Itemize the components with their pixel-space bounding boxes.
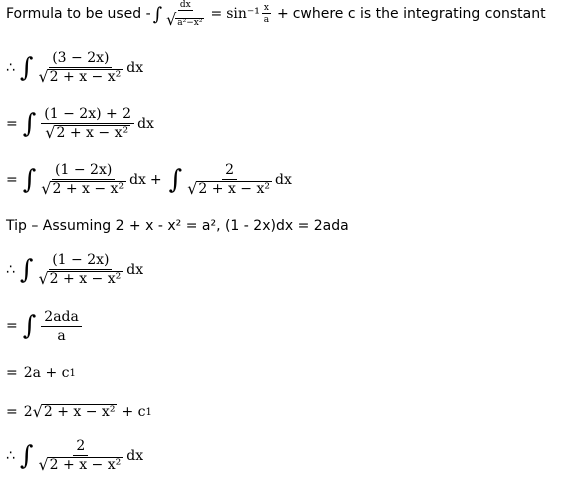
equals-prefix: = <box>6 172 18 188</box>
step-5-denominator: a <box>57 327 66 344</box>
step-3-dx-a: dx <box>129 172 146 188</box>
step-3-numerator-b: 2 <box>222 162 237 180</box>
subscript: 1 <box>69 367 76 379</box>
integral-sign: ∫ <box>152 3 163 25</box>
step-2-radicand: 2 + x − x² <box>56 125 129 142</box>
constant-c: c <box>292 6 301 22</box>
step-8-dx: dx <box>126 448 144 464</box>
step-3 <box>6 152 292 208</box>
formula-denominator: √ a²−x² <box>166 10 203 29</box>
integral-sign: ∫ <box>22 311 37 341</box>
step-6 <box>6 360 76 386</box>
step-3-fraction-b <box>187 162 272 198</box>
step-7-radicand: 2 + x − x² <box>43 404 116 421</box>
step-7 <box>6 398 152 426</box>
arcsin-argument <box>262 3 271 25</box>
step-2-denominator: √ 2 + x − x² <box>45 123 129 142</box>
formula-description: where c is the integrating constant <box>300 6 546 22</box>
therefore-symbol: ∴ <box>6 60 15 76</box>
step-8-denominator: √ 2 + x − x² <box>38 455 122 474</box>
step-1-fraction <box>38 50 123 86</box>
formula-fraction <box>166 0 204 28</box>
step-7-sqrt: √ 2 + x − x² <box>32 402 116 421</box>
step-5-numerator: 2ada <box>41 309 82 327</box>
arg-denominator: a <box>263 15 270 25</box>
step-8-radicand: 2 + x − x² <box>49 457 122 474</box>
equals-prefix: = <box>6 365 18 381</box>
subscript: 1 <box>145 406 152 418</box>
integral-sign: ∫ <box>19 255 34 285</box>
step-8 <box>6 430 143 482</box>
step-3-numerator-a: (1 − 2x) <box>52 162 115 180</box>
step-3-denominator-b: √ 2 + x − x² <box>187 179 270 198</box>
step-7-plus: + c <box>121 404 146 420</box>
formula-label: Formula to be used - <box>6 6 151 22</box>
step-3-dx-b: dx <box>274 172 292 188</box>
step-7-coefficient: 2 <box>23 404 33 420</box>
step-5-fraction <box>41 309 82 344</box>
integral-sign: ∫ <box>19 53 34 83</box>
step-3-radicand-b: 2 + x − x² <box>198 181 270 198</box>
therefore-symbol: ∴ <box>6 448 15 464</box>
step-1-denominator: √ 2 + x − x² <box>38 67 122 86</box>
formula-radicand: a²−x² <box>177 17 203 28</box>
step-1-dx: dx <box>126 60 144 76</box>
plus-sign: + <box>149 172 162 188</box>
step-4-denominator: √ 2 + x − x² <box>38 269 122 288</box>
step-6-expression: 2a + c <box>23 365 70 381</box>
equals-prefix: = <box>6 404 18 420</box>
step-1 <box>6 40 143 96</box>
step-4-fraction <box>38 252 123 288</box>
step-2-fraction <box>41 106 134 142</box>
integral-sign: ∫ <box>19 441 34 471</box>
arcsin-label: sin⁻¹ <box>226 6 260 22</box>
step-8-fraction <box>38 438 123 474</box>
therefore-symbol: ∴ <box>6 262 15 278</box>
plus-sign: + <box>276 6 289 22</box>
step-8-numerator: 2 <box>73 438 88 456</box>
step-5 <box>6 298 84 354</box>
arg-numerator: x <box>263 3 269 13</box>
step-4 <box>6 242 143 298</box>
step-3-fraction-a <box>41 162 126 198</box>
step-2-dx: dx <box>137 116 154 132</box>
step-1-radicand: 2 + x − x² <box>49 69 122 86</box>
equals-prefix: = <box>6 318 18 334</box>
formula-line <box>6 0 546 28</box>
step-3-denominator-a: √ 2 + x − x² <box>41 179 125 198</box>
integral-sign: ∫ <box>22 109 37 139</box>
equals-sign: = <box>210 6 223 22</box>
integral-sign: ∫ <box>22 165 37 195</box>
formula-numerator: dx <box>179 0 191 10</box>
integral-sign: ∫ <box>168 165 183 195</box>
step-3-radicand-a: 2 + x − x² <box>52 181 125 198</box>
step-2-numerator: (1 − 2x) + 2 <box>41 106 134 124</box>
step-2 <box>6 96 154 152</box>
tip-line <box>6 214 349 238</box>
step-4-radicand: 2 + x − x² <box>49 271 122 288</box>
step-1-numerator: (3 − 2x) <box>49 50 112 68</box>
step-4-dx: dx <box>126 262 144 278</box>
step-4-numerator: (1 − 2x) <box>49 252 112 270</box>
equals-prefix: = <box>6 116 18 132</box>
tip-text: Tip – Assuming 2 + x - x² = a², (1 - 2x)dx = 2ada <box>6 218 349 234</box>
